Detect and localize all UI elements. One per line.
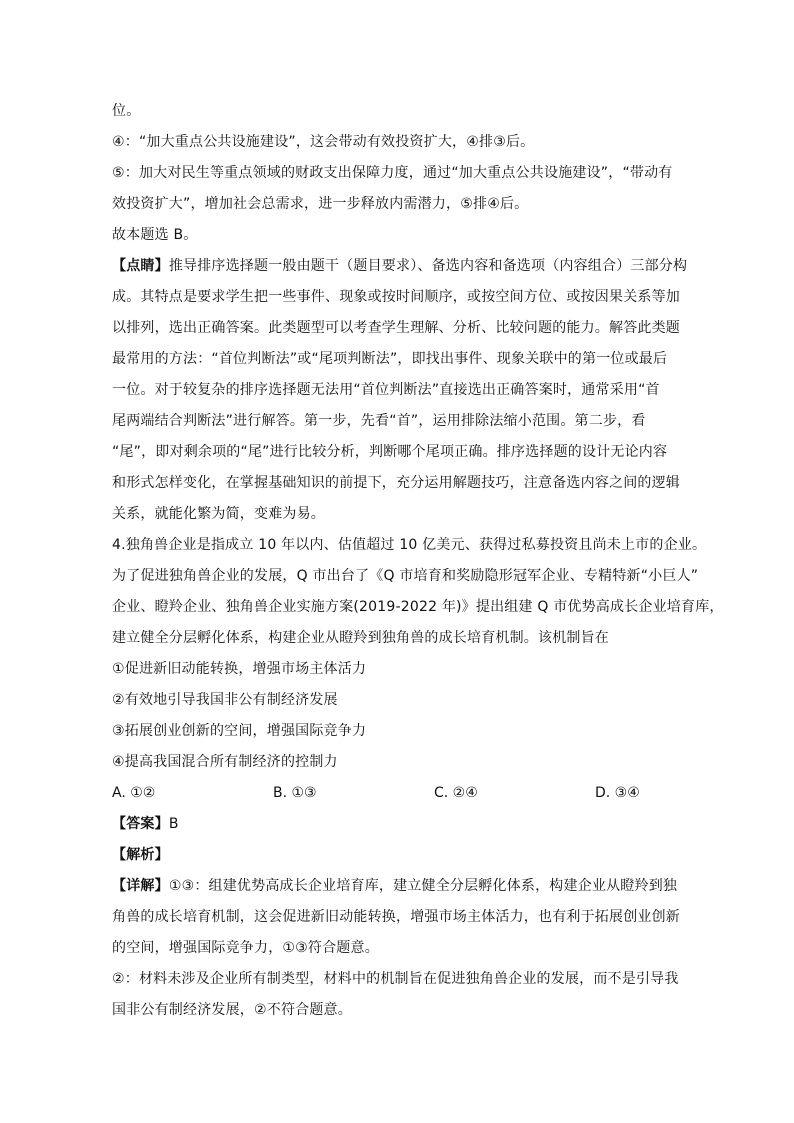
- tip-line: 尾两端结合判断法”进行解答。第一步，先看“首”，运用排除法缩小范围。第二步，看: [112, 413, 646, 429]
- detail-line: ②：材料未涉及企业所有制类型，材料中的机制旨在促进独角兽企业的发展，而不是引导我: [112, 971, 679, 987]
- answer-value: B: [168, 816, 179, 832]
- question-item: ①促进新旧动能转换，增强市场主体活力: [112, 661, 367, 677]
- tip-text: 推导排序选择题一般由题干（题目要求）、备选内容和备选项（内容组合）三部分构: [168, 258, 688, 274]
- tip-tag: 【点睛】: [112, 258, 169, 274]
- document-page: [112, 96, 724, 1026]
- tip-line: “尾”，即对剩余项的“尾”进行比较分析，判断哪个尾项正确。排序选择题的设计无论内容: [112, 444, 668, 460]
- option-a: A. ①②: [112, 785, 156, 801]
- question-stem-line: 企业、瞪羚企业、独角兽企业实施方案(2019-2022 年)》提出组建 Q 市优势高成长企业培育库，: [112, 599, 724, 615]
- question-item: ④提高我国混合所有制经济的控制力: [112, 754, 338, 770]
- question-item: ③拓展创业创新的空间，增强国际竞争力: [112, 723, 367, 739]
- question-stem-line: 建立健全分层孵化体系，构建企业从瞪羚到独角兽的成长培育机制。该机制旨在: [112, 630, 609, 646]
- option-b: B. ①③: [273, 785, 317, 801]
- prev-explanation-line: ④：“加大重点公共设施建设”，这会带动有效投资扩大，④排③后。: [112, 134, 535, 150]
- tip-line: 成。其特点是要求学生把一些事件、现象或按时间顺序，或按空间方位、或按因果关系等加: [112, 289, 680, 305]
- tip-line: 一位。对于较复杂的排序选择题无法用“首位判断法”直接选出正确答案时，通常采用“首: [112, 382, 660, 398]
- prev-explanation-line: 效投资扩大”，增加社会总需求，进一步释放内需潜力，⑤排④后。: [112, 196, 529, 212]
- detail-line: 的空间，增强国际竞争力，①③符合题意。: [112, 940, 379, 956]
- tip-paragraph-first-line: [112, 251, 696, 282]
- tip-line: 最常用的方法：“首位判断法”或“尾项判断法”，即找出事件、现象关联中的第一位或最后: [112, 351, 668, 367]
- question-item: ②有效地引导我国非公有制经济发展: [112, 692, 338, 708]
- answer-line: [112, 809, 696, 840]
- analysis-line: [112, 840, 696, 871]
- option-c: C. ②④: [434, 785, 478, 801]
- detail-line: 角兽的成长培育机制，这会促进新旧动能转换，增强市场主体活力，也有利于拓展创业创新: [112, 909, 680, 925]
- answer-tag: 【答案】: [112, 816, 169, 832]
- question-stem-line: 为了促进独角兽企业的发展，Q 市出台了《Q 市培育和奖励隐形冠军企业、专精特新“小巨人”: [112, 568, 699, 584]
- answer-options: [112, 778, 696, 809]
- detail-line: 国非公有制经济发展，②不符合题意。: [112, 1002, 352, 1018]
- tip-line: 关系，就能化繁为简，变难为易。: [112, 506, 325, 522]
- analysis-tag: 【解析】: [112, 847, 169, 863]
- tip-line: 和形式怎样变化，在掌握基础知识的前提下，充分运用解题技巧，注意备选内容之间的逻辑: [112, 475, 680, 491]
- prev-explanation-line: ⑤：加大对民生等重点领域的财政支出保障力度，通过“加大重点公共设施建设”，“带动有: [112, 165, 673, 181]
- question-stem-line: 4.独角兽企业是指成立 10 年以内、估值超过 10 亿美元、获得过私募投资且尚未上市的企业。: [112, 537, 707, 553]
- option-d: D. ③④: [595, 785, 640, 801]
- prev-explanation-line: 位。: [112, 103, 141, 119]
- prev-conclusion: 故本题选 B。: [112, 227, 198, 243]
- tip-line: 以排列，选出正确答案。此类题型可以考查学生理解、分析、比较问题的能力。解答此类题: [112, 320, 680, 336]
- detail-text: ①③：组建优势高成长企业培育库，建立健全分层孵化体系，构建企业从瞪羚到独: [168, 878, 678, 894]
- detail-tag: 【详解】: [112, 878, 169, 894]
- detail-paragraph-first-line: [112, 871, 696, 902]
